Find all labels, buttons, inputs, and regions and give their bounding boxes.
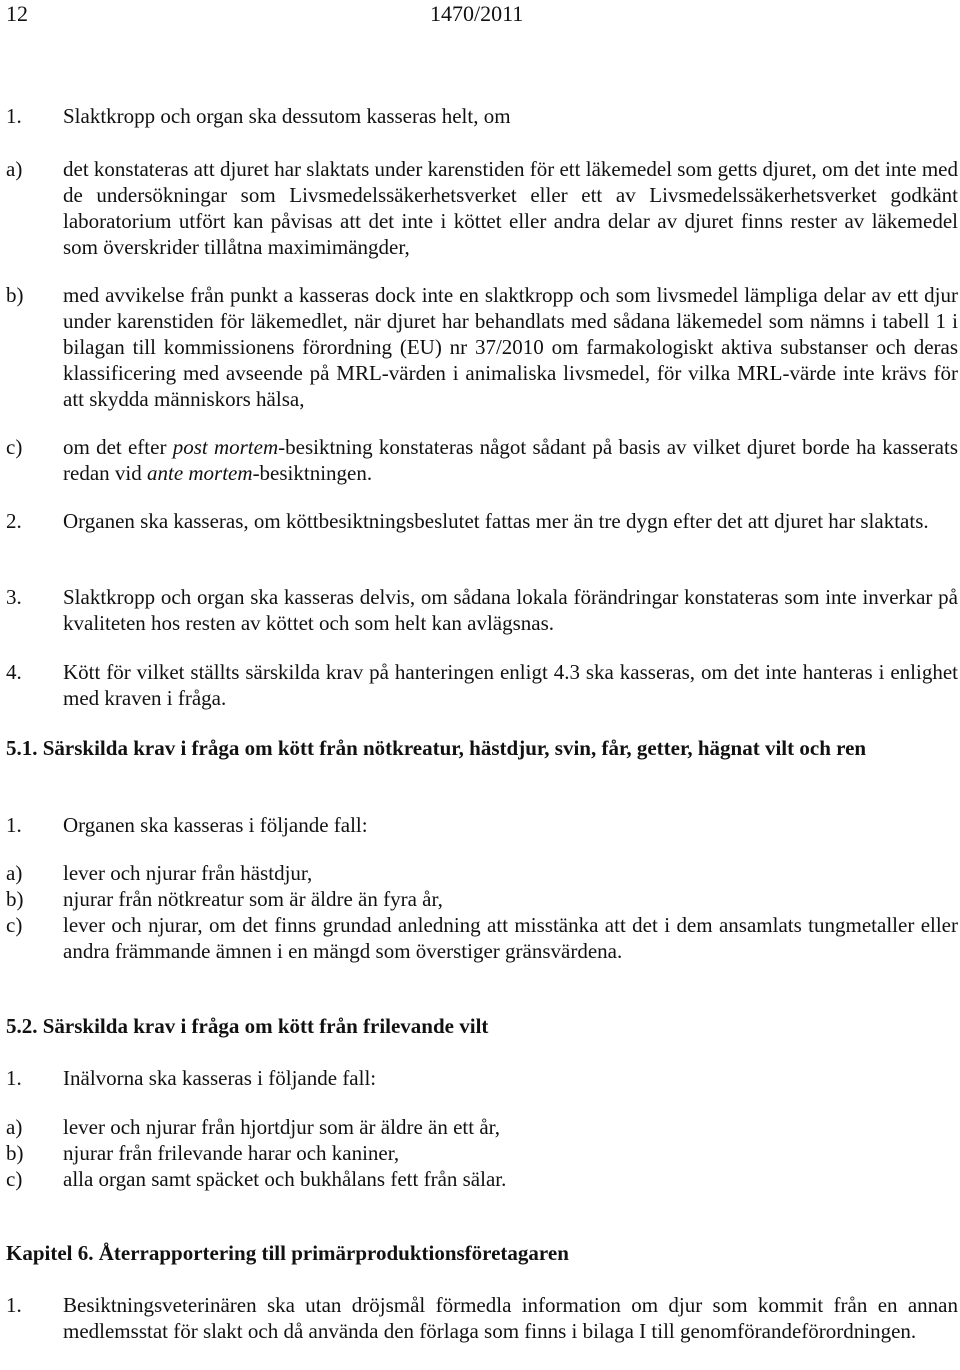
italic-term: post mortem xyxy=(172,435,279,459)
list-text: alla organ samt späcket och bukhålans fett från sälar. xyxy=(63,1167,507,1191)
list-text: njurar från nötkreatur som är äldre än fyra år, xyxy=(63,887,443,911)
heading-number: 5.2. xyxy=(6,1014,38,1038)
paragraph-2 xyxy=(6,508,958,534)
paragraph-number: 1. xyxy=(6,1066,22,1090)
paragraph-3 xyxy=(6,584,958,636)
list-text: med avvikelse från punkt a kasseras dock inte en slaktkropp och som livsmedel lämpliga delar av ett djur under karenstiden för läkemedlet, när djuret har behandlats med sådana läkemedel som nämns i tabell 1 i bilagan till kommissionens förordning (EU) nr 37/2010 om farmakologiskt aktiva substanser och deras klassificering med avseende på MRL-värden i animaliska livsmedel, för vilka MRL-värde inte krävs för att skydda människors hälsa, xyxy=(63,283,958,411)
paragraph-text: Organen ska kasseras i följande fall: xyxy=(63,813,368,837)
italic-term: ante mortem xyxy=(146,461,253,485)
paragraph-number: 3. xyxy=(6,585,22,609)
list-item-c xyxy=(6,1166,958,1192)
list-label: b) xyxy=(6,283,24,307)
list-item-c xyxy=(6,434,958,486)
paragraph-4 xyxy=(6,659,958,711)
paragraph-text: Besiktningsveterinären ska utan dröjsmål förmedla information om djur som kommit från en annan medlemsstat för slakt och då använda den förlaga som finns i bilaga I till genomförandeförordningen. xyxy=(63,1293,958,1343)
list-item-b xyxy=(6,886,958,912)
list-label: c) xyxy=(6,913,23,937)
list-item-a xyxy=(6,860,958,886)
list-item-c xyxy=(6,912,958,964)
list-text: njurar från frilevande harar och kaniner, xyxy=(63,1141,400,1165)
paragraph-number: 2. xyxy=(6,509,22,533)
paragraph-number: 1. xyxy=(6,1293,22,1317)
chapter-heading xyxy=(6,1240,958,1266)
heading-text: Särskilda krav i fråga om kött från nötkreatur, hästdjur, svin, får, getter, hägnat vilt och ren xyxy=(42,736,867,760)
paragraph-text: Slaktkropp och organ ska kasseras delvis, om sådana lokala förändringar konstateras som inte inverkar på kvaliteten hos resten av köttet och som helt kan avlägsnas. xyxy=(63,585,958,635)
list-label: b) xyxy=(6,887,24,911)
list-text: lever och njurar från hästdjur, xyxy=(63,861,313,885)
list-item-b xyxy=(6,282,958,412)
list-label: a) xyxy=(6,861,23,885)
list-item-a xyxy=(6,156,958,260)
list-text: lever och njurar från hjortdjur som är äldre än ett år, xyxy=(63,1115,501,1139)
paragraph-number: 1. xyxy=(6,813,22,837)
paragraph-text: Inälvorna ska kasseras i följande fall: xyxy=(63,1066,377,1090)
list-text: lever och njurar, om det finns grundad anledning att misstänka att det i dem ansamlats tungmetaller eller andra främmande ämnen i en mängd som överstiger gränsvärdena. xyxy=(63,913,958,963)
list-item-a xyxy=(6,1114,958,1140)
list-label: a) xyxy=(6,157,23,181)
paragraph-5-2-1 xyxy=(6,1065,958,1091)
section-heading-5-2 xyxy=(6,1013,958,1039)
paragraph-number: 4. xyxy=(6,660,22,684)
paragraph-6-1 xyxy=(6,1292,958,1344)
paragraph-5-1-1 xyxy=(6,812,958,838)
paragraph-text: Slaktkropp och organ ska dessutom kasseras helt, om xyxy=(63,104,511,128)
paragraph-1 xyxy=(6,103,958,129)
paragraph-text: Kött för vilket ställts särskilda krav på hanteringen enligt 4.3 ska kasseras, om det inte hanteras i enlighet med kraven i fråga. xyxy=(63,660,958,710)
list-label: c) xyxy=(6,435,23,459)
list-text: det konstateras att djuret har slaktats under karenstiden för ett läkemedel som getts djuret, om det inte med de undersökningar som Livsmedelssäkerhetsverket eller ett av Livsmedelssäkerhetsverket godkänt laboratorium utfört kan påvisas att det inte i köttet eller andra delar av djuret finns rester av läkemedel som överskrider tillåtna maximimängder, xyxy=(63,157,958,259)
paragraph-text: Organen ska kasseras, om köttbesiktningsbeslutet fattas mer än tre dygn efter det att djuret har slaktats. xyxy=(63,509,929,533)
list-label: c) xyxy=(6,1167,23,1191)
list-label: b) xyxy=(6,1141,24,1165)
heading-text: Kapitel 6. Återrapportering till primärproduktionsföretagaren xyxy=(6,1241,569,1265)
list-label: a) xyxy=(6,1115,23,1139)
paragraph-number: 1. xyxy=(6,104,22,128)
heading-number: 5.1. xyxy=(6,736,38,760)
list-text: om det efter post mortem-besiktning konstateras något sådant på basis av vilket djuret borde ha kasserats redan vid ante mortem-besiktningen. xyxy=(63,435,959,485)
document-reference: 1470/2011 xyxy=(430,1,524,26)
section-heading-5-1 xyxy=(6,735,958,761)
list-item-b xyxy=(6,1140,958,1166)
page-number: 12 xyxy=(6,1,28,26)
heading-text: Särskilda krav i fråga om kött från frilevande vilt xyxy=(42,1014,489,1038)
